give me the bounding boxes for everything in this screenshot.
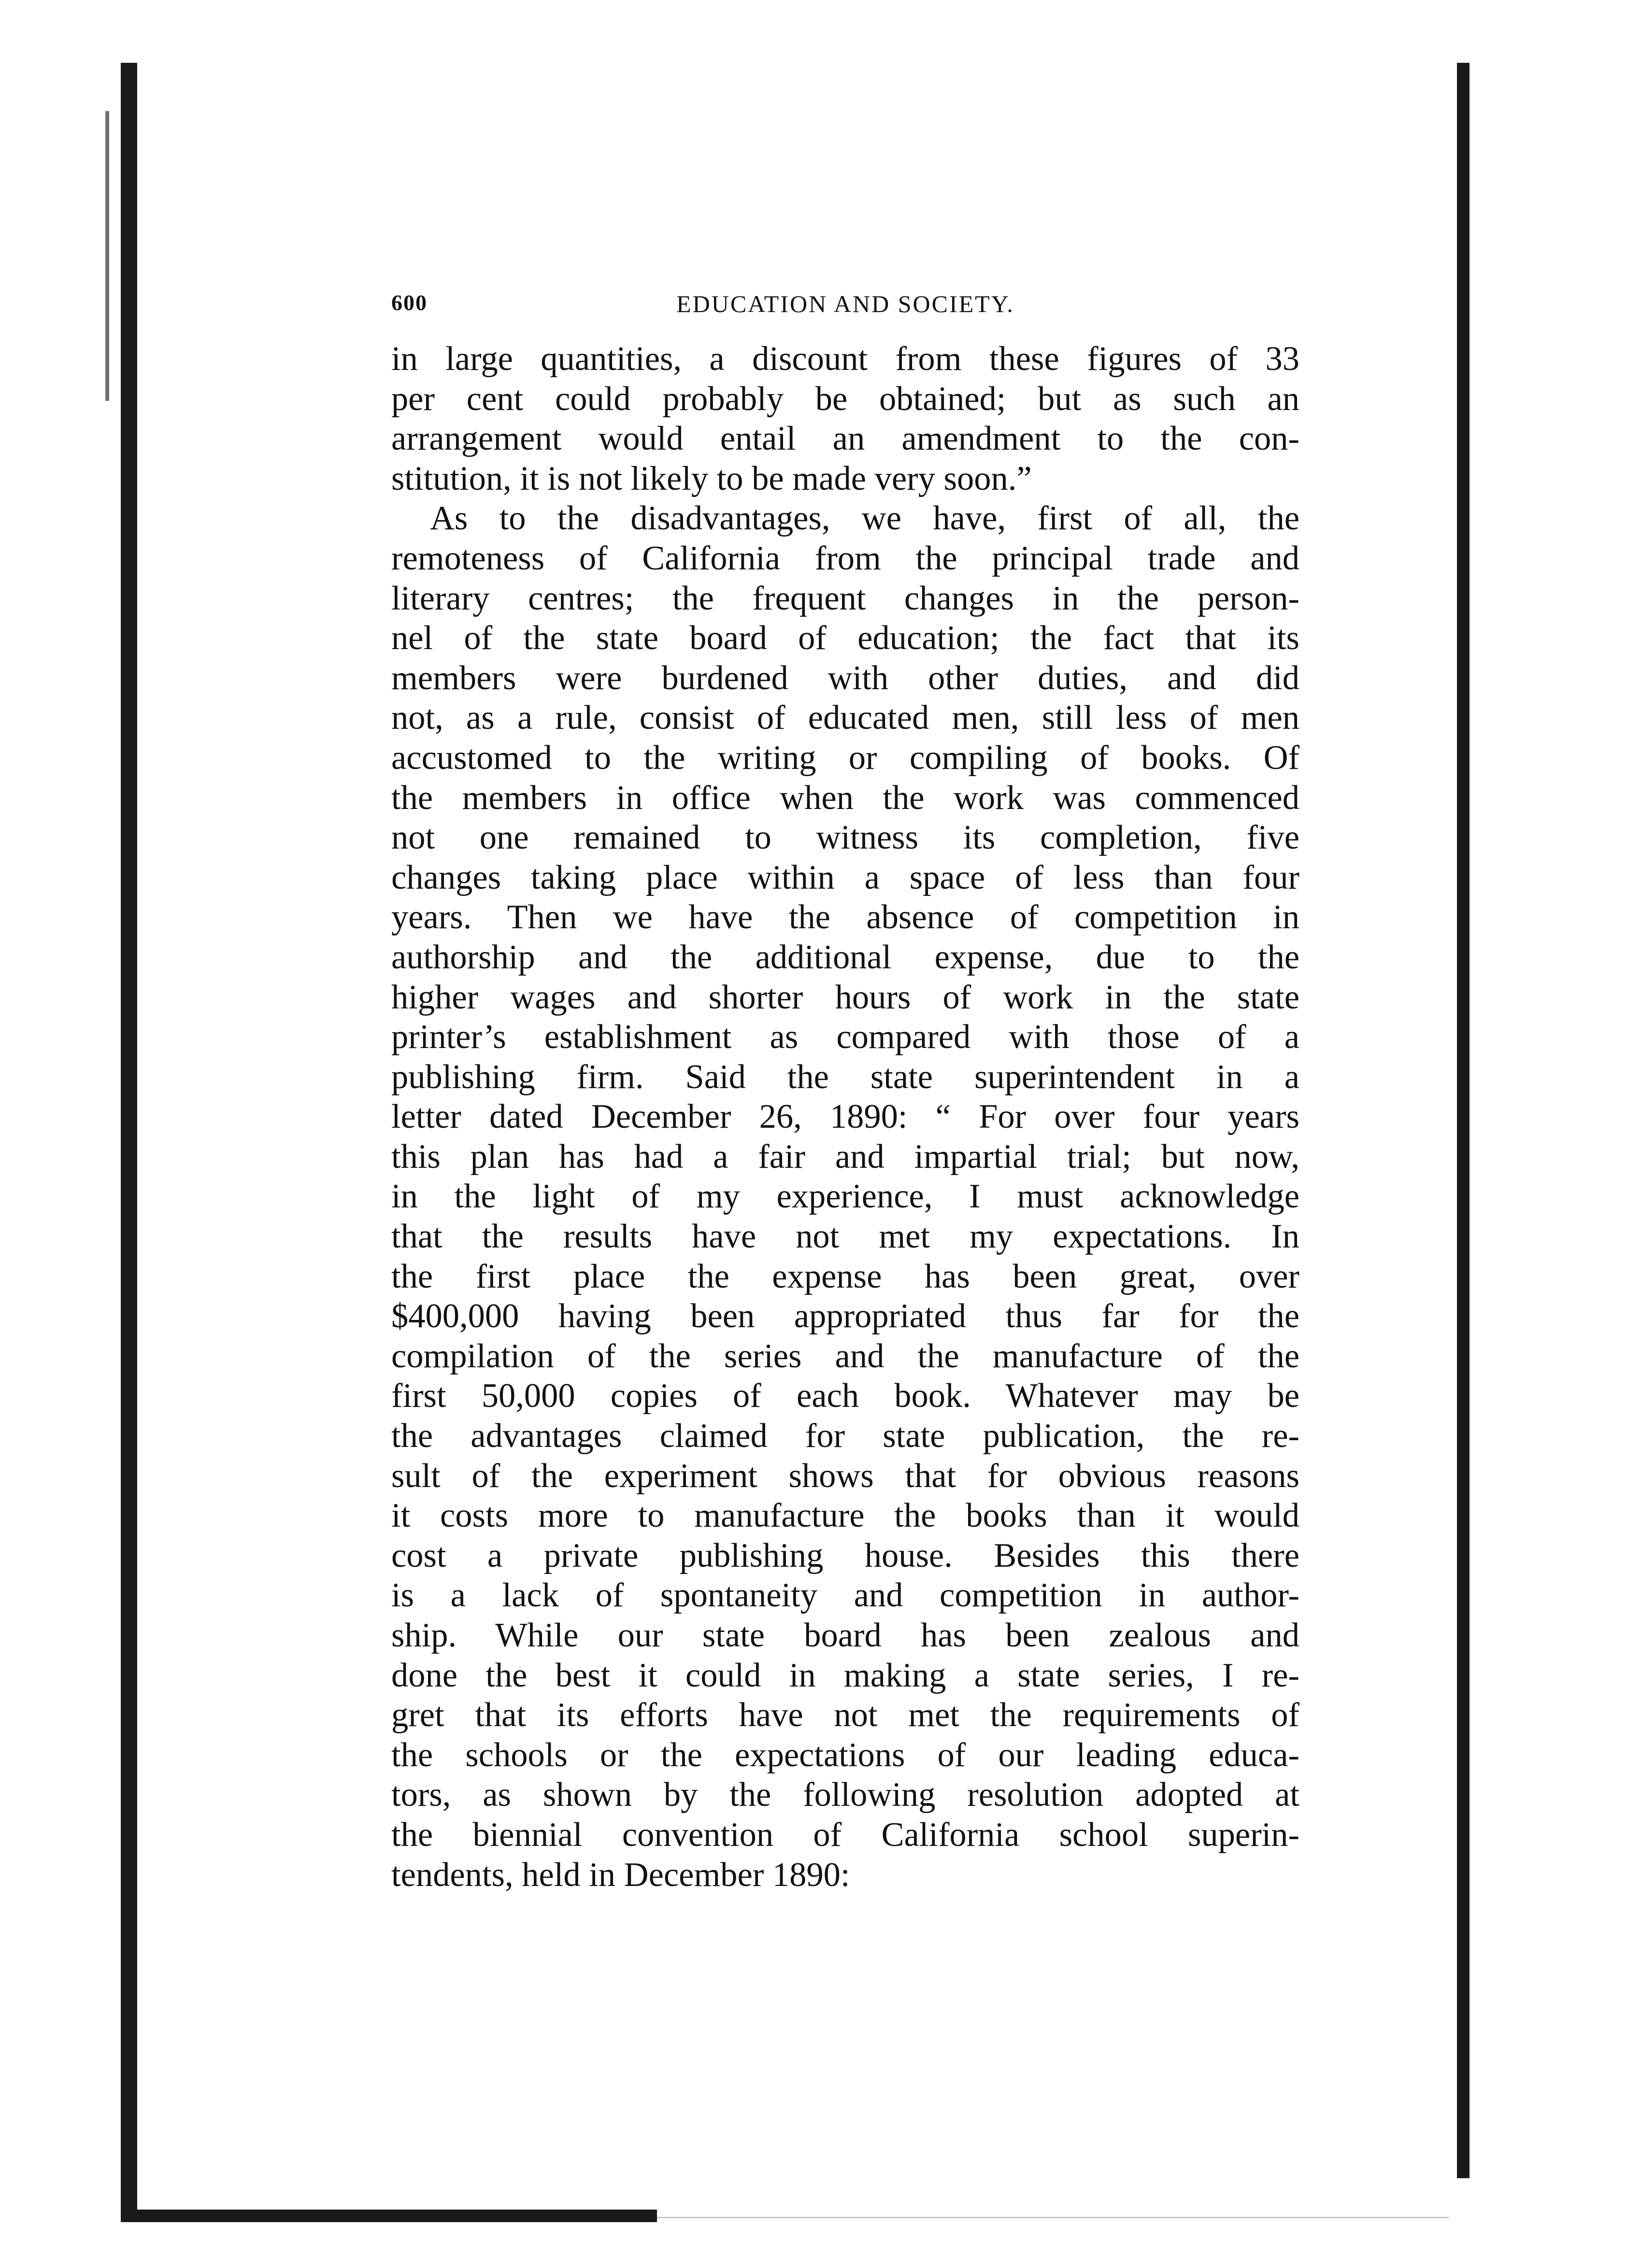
scan-edge-right <box>1457 63 1470 2178</box>
text-line: the biennial convention of California school superin- <box>391 1815 1299 1854</box>
book-page <box>391 290 1299 1895</box>
text-line: done the best it could in making a state series, I re- <box>391 1656 1299 1694</box>
text-line: years. Then we have the absence of competition in <box>391 898 1299 936</box>
text-line: the schools or the expectations of our leading educa- <box>391 1736 1299 1774</box>
text-line: not, as a rule, consist of educated men, still less of men <box>391 699 1299 737</box>
text-line: nel of the state board of education; the fact that its <box>391 619 1299 657</box>
text-line: higher wages and shorter hours of work in the state <box>391 978 1299 1016</box>
scan-edge-bottom <box>121 2210 657 2222</box>
text-line: the advantages claimed for state publication, the re- <box>391 1417 1299 1455</box>
paragraph-1 <box>391 339 1299 498</box>
text-line: is a lack of spontaneity and competition in author- <box>391 1576 1299 1615</box>
text-line: $400,000 having been appropriated thus far for the <box>391 1297 1299 1335</box>
text-line: As to the disadvantages, we have, first of all, the <box>430 499 1299 538</box>
text-line: the members in office when the work was commenced <box>391 779 1299 817</box>
text-line: literary centres; the frequent changes in the person- <box>391 579 1299 617</box>
text-line: tendents, held in December 1890: <box>391 1856 850 1894</box>
running-head <box>391 290 1299 328</box>
text-line: the first place the expense has been great, over <box>391 1257 1299 1295</box>
text-line: stitution, it is not likely to be made very soon.” <box>391 459 1032 497</box>
text-line: authorship and the additional expense, due to the <box>391 938 1299 976</box>
text-line: that the results have not met my expectations. In <box>391 1218 1299 1256</box>
page-number: 600 <box>391 290 428 315</box>
text-line: first 50,000 copies of each book. Whatever may be <box>391 1377 1299 1415</box>
text-line: accustomed to the writing or compiling of books. Of <box>391 738 1299 777</box>
running-title: EDUCATION AND SOCIETY. <box>676 290 1014 317</box>
text-line: compilation of the series and the manufacture of the <box>391 1337 1299 1375</box>
text-line: gret that its efforts have not met the requirements of <box>391 1696 1299 1734</box>
text-line: per cent could probably be obtained; but as such an <box>391 380 1299 418</box>
scan-binding-edge-left <box>121 63 137 2222</box>
text-line: arrangement would entail an amendment to the con- <box>391 420 1299 458</box>
text-line: members were burdened with other duties, and did <box>391 659 1299 697</box>
text-line: printer’s establishment as compared with those of a <box>391 1018 1299 1056</box>
text-line: sult of the experiment shows that for obvious reasons <box>391 1457 1299 1495</box>
scan-binding-shadow <box>105 111 109 401</box>
body-text <box>391 339 1299 1895</box>
text-line: letter dated December 26, 1890: “ For over four years <box>391 1098 1299 1136</box>
text-line: publishing firm. Said the state superintendent in a <box>391 1058 1299 1096</box>
text-line: not one remained to witness its completion, five <box>391 819 1299 857</box>
text-line: tors, as shown by the following resolution adopted at <box>391 1776 1299 1814</box>
text-line: this plan has had a fair and impartial trial; but now, <box>391 1137 1299 1176</box>
text-line: cost a private publishing house. Besides this there <box>391 1536 1299 1574</box>
text-line: in the light of my experience, I must acknowledge <box>391 1177 1299 1216</box>
scan-edge-bottom-faint <box>657 2217 1449 2218</box>
paragraph-2 <box>391 498 1299 1895</box>
text-line: changes taking place within a space of less than four <box>391 858 1299 896</box>
text-line: it costs more to manufacture the books than it would <box>391 1497 1299 1535</box>
text-line: in large quantities, a discount from these figures of 33 <box>391 340 1299 378</box>
text-line: remoteness of California from the principal trade and <box>391 539 1299 577</box>
text-line: ship. While our state board has been zealous and <box>391 1616 1299 1654</box>
